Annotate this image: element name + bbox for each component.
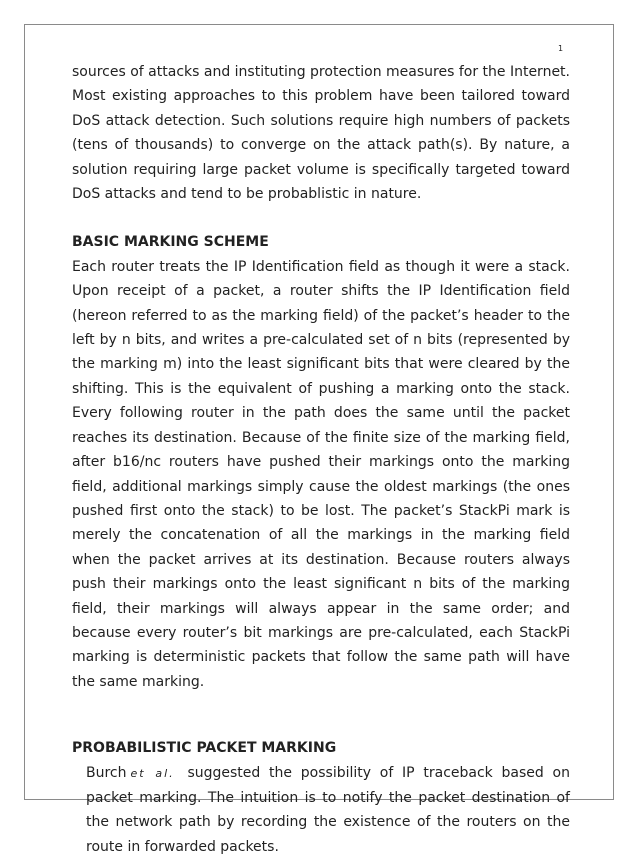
ppm-body: suggested the possibility of IP traceback based on packet marking. The intuition is to notify the packet destination of the network path by recording the existence of the routers on the route in forwarded packets. [86, 764, 570, 855]
ppm-author: Burch [86, 764, 127, 781]
spacer [72, 694, 570, 736]
ppm-paragraph [72, 761, 570, 859]
ppm-etal: et al. [130, 766, 175, 780]
page-number: 1 [558, 44, 564, 53]
spacer [72, 206, 570, 230]
intro-paragraph: sources of attacks and instituting protection measures for the Internet. Most existing approaches to this problem have been tailored toward DoS attack detection. Such solutions require high numbers of packets (tens of thousands) to converge on the attack path(s). By nature, a solution requiring large packet volume is specifically targeted toward DoS attacks and tend to be probablistic in nature. [72, 64, 570, 203]
basic-marking-paragraph: Each router treats the IP Identification field as though it were a stack. Upon receipt of a packet, a router shifts the IP Identification field (hereon referred to as the marking field) of the packet’s header to the left by n bits, and writes a pre-calculated set of n bits (represented by the marking m) into the least significant bits that were cleared by the shifting. This is the equivalent of pushing a marking onto the stack. Every following router in the path does the same until the packet reaches its destination. Because of the finite size of the marking field, after b16/nc routers have pushed their markings onto the marking field, additional markings simply cause the oldest markings (the ones pushed first onto the stack) to be lost. The packet’s StackPi mark is merely the concatenation of all the markings in the marking field when the packet arrives at its destination. Because routers always push their markings onto the least significant n bits of the marking field, their markings will always appear in the same order; and because every router’s bit markings are pre-calculated, each StackPi marking is deterministic packets that follow the same path will have the same marking. [72, 258, 570, 690]
document-body [72, 60, 570, 859]
ppm-heading: PROBABILISTIC PACKET MARKING [72, 740, 337, 757]
basic-marking-heading: BASIC MARKING SCHEME [72, 234, 269, 251]
